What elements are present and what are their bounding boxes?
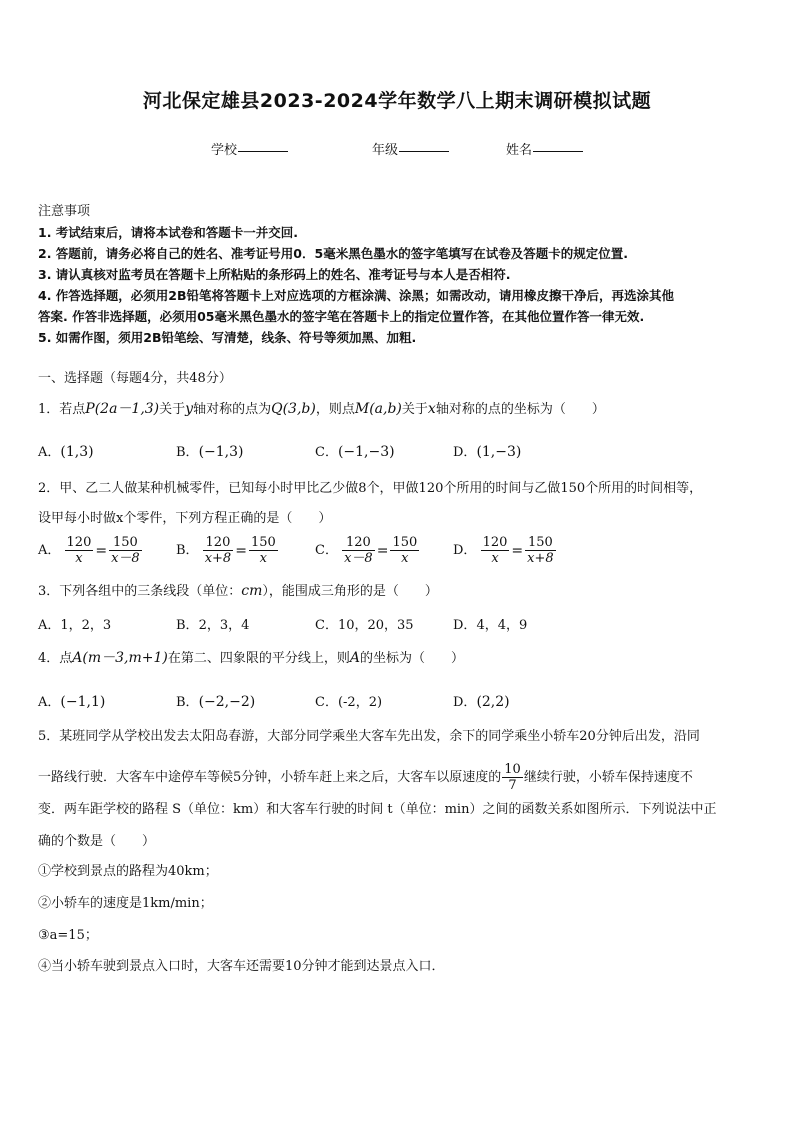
- denominator: x+8: [527, 551, 554, 566]
- q4-option-b[interactable]: [176, 691, 255, 710]
- q3-option-c-value: 10，20，35: [337, 618, 414, 633]
- q5-statement-1: ①学校到景点的路程为40km；: [38, 864, 218, 879]
- q3-option-d[interactable]: [453, 614, 527, 633]
- q4-option-b-label: B．: [176, 695, 199, 710]
- q5-statement-3: ③a=15；: [38, 928, 98, 943]
- equals-sign: =: [376, 542, 389, 559]
- q1-text-1: 1．若点: [38, 402, 86, 417]
- q4-text-3: 的坐标为（ ）: [360, 651, 465, 666]
- denominator: x－8: [111, 551, 140, 566]
- note-2: 2. 答题前，请务必将自己的姓名、准考证号用0．5毫米黑色墨水的签字笔填写在试卷及答题卡的规定位置.: [38, 246, 628, 261]
- question-4: [38, 650, 464, 667]
- numerator: 150: [392, 535, 418, 550]
- grade-field[interactable]: [372, 139, 398, 158]
- q1-var-x: x: [427, 401, 436, 417]
- q1-point-q: Q(3,b): [271, 401, 316, 417]
- note-4: 4. 作答选择题，必须用2B铅笔将答题卡上对应选项的方框涂满、涂黑；如需改动，请用橡皮擦干净后，再选涂其他: [38, 288, 675, 303]
- q3-unit: cm: [241, 583, 263, 599]
- q1-option-a[interactable]: [38, 441, 94, 460]
- numerator: 150: [525, 535, 556, 551]
- q1-option-a-label: A．: [38, 445, 61, 460]
- numerator: 120: [203, 535, 234, 551]
- denominator: x: [401, 551, 409, 566]
- q4-option-c[interactable]: [315, 691, 382, 710]
- q2-b-frac-right: [249, 535, 278, 566]
- q2-option-a-label: A．: [38, 543, 61, 558]
- numerator: 10: [504, 762, 521, 777]
- q1-text-5: 关于: [401, 402, 428, 417]
- q1-text-2: 关于: [159, 402, 186, 417]
- equals-sign: =: [95, 542, 108, 559]
- q4-option-d[interactable]: [453, 691, 510, 710]
- q4-option-a[interactable]: [38, 691, 105, 710]
- q1-text-3: 轴对称的点为: [193, 402, 272, 417]
- q1-option-d-value: (1,−3): [476, 444, 522, 460]
- q4-text-2: 在第二、四象限的平分线上，则: [167, 651, 350, 666]
- q3-option-b[interactable]: [176, 614, 249, 633]
- denominator: x: [259, 551, 268, 566]
- q3-option-d-value: 4，4，9: [476, 618, 528, 633]
- denominator: x－8: [344, 551, 373, 566]
- q1-text-6: 轴对称的点的坐标为（ ）: [435, 402, 605, 417]
- q5-text-2b: 继续行驶，小轿车保持速度不: [523, 770, 693, 785]
- q2-option-d-label: D．: [453, 543, 477, 558]
- question-2-line-1: 2．甲、乙二人做某种机械零件，已知每小时甲比乙少做8个，甲做120个所用的时间与乙做150个所用的时间相等，: [38, 481, 703, 496]
- note-4-cont: 答案. 作答非选择题，必须用05毫米黑色墨水的签字笔在答题卡上的指定位置作答，在其他位置作答一律无效.: [38, 309, 645, 324]
- section-heading: 一、选择题（每题4分，共48分）: [38, 371, 232, 386]
- q3-option-a[interactable]: [38, 614, 111, 633]
- q3-text-1: 3．下列各组中的三条线段（单位：: [38, 584, 242, 599]
- q2-a-frac-right: [109, 535, 142, 566]
- q4-text-1: 4．点: [38, 651, 73, 666]
- q1-option-b[interactable]: [176, 441, 243, 460]
- numerator: 120: [66, 535, 92, 550]
- q1-option-d[interactable]: [453, 441, 521, 460]
- q2-b-frac-left: [203, 535, 234, 566]
- q1-option-c[interactable]: [315, 441, 395, 460]
- notes-heading: 注意事项: [38, 204, 91, 219]
- equals-sign: =: [511, 542, 524, 559]
- q1-option-d-label: D．: [453, 445, 477, 460]
- q2-option-c[interactable]: [315, 535, 419, 566]
- q3-option-c[interactable]: [315, 614, 414, 633]
- q1-option-c-value: (−1,−3): [337, 444, 395, 460]
- q1-text-4: ，则点: [315, 402, 355, 417]
- denominator: 7: [508, 778, 517, 793]
- name-label: 姓名: [506, 143, 533, 158]
- numerator: 150: [109, 535, 142, 551]
- q2-c-frac-left: [342, 535, 375, 566]
- denominator: x: [75, 551, 83, 566]
- q4-option-c-label: C．: [315, 695, 338, 710]
- q1-var-y: y: [185, 401, 194, 417]
- note-3: 3. 请认真核对监考员在答题卡上所粘贴的条形码上的姓名、准考证号与本人是否相符.: [38, 267, 511, 282]
- q2-d-frac-left: [481, 535, 510, 566]
- q1-point-m: M(a,b): [354, 401, 402, 417]
- q3-option-b-value: 2，3，4: [198, 618, 250, 633]
- q2-d-frac-right: [525, 535, 556, 566]
- q2-option-d[interactable]: [453, 535, 556, 566]
- school-label: 学校: [211, 143, 238, 158]
- q1-option-a-value: (1,3): [60, 444, 94, 460]
- q4-option-d-value: (2,2): [476, 694, 510, 710]
- q4-point-a: A(m－3,m+1): [72, 650, 168, 666]
- note-5: 5. 如需作图，须用2B铅笔绘、写清楚，线条、符号等须加黑、加粗.: [38, 330, 417, 345]
- q2-option-a[interactable]: [38, 535, 142, 566]
- question-5-line-3: 变．两车距学校的路程 S（单位：km）和大客车行驶的时间 t（单位：min）之间的函数关系如图所示．下列说法中正: [38, 802, 717, 817]
- school-blank[interactable]: [238, 139, 288, 152]
- q3-option-b-label: B．: [176, 618, 199, 633]
- question-5-line-2: [38, 762, 693, 793]
- q2-option-b-label: B．: [176, 543, 199, 558]
- name-blank[interactable]: [533, 139, 583, 152]
- numerator: 120: [342, 535, 375, 551]
- denominator: x: [491, 551, 499, 566]
- q1-option-b-label: B．: [176, 445, 199, 460]
- q1-option-c-label: C．: [315, 445, 338, 460]
- q2-c-frac-right: [390, 535, 419, 566]
- q3-option-a-value: 1，2，3: [60, 618, 112, 633]
- grade-label: 年级: [372, 143, 399, 158]
- q5-text-2a: 一路线行驶．大客车中途停车等候5分钟，小轿车赶上来之后，大客车以原速度的: [38, 770, 502, 785]
- q5-speed-fraction: [502, 762, 523, 793]
- q4-option-a-value: (−1,1): [60, 694, 106, 710]
- q3-text-2: ），能围成三角形的是（ ）: [262, 584, 438, 599]
- q3-option-c-label: C．: [315, 618, 338, 633]
- school-field[interactable]: [211, 139, 237, 158]
- q4-option-a-label: A．: [38, 695, 61, 710]
- question-5-line-4: 确的个数是（ ）: [38, 834, 156, 849]
- q1-option-b-value: (−1,3): [198, 444, 244, 460]
- q4-option-c-value: (-2，2): [337, 695, 383, 710]
- equals-sign: =: [235, 542, 247, 559]
- numerator: 120: [482, 535, 508, 550]
- numerator: 150: [250, 535, 276, 550]
- q4-option-d-label: D．: [453, 695, 477, 710]
- grade-blank[interactable]: [399, 139, 449, 152]
- page-title: 河北保定雄县2023-2024学年数学八上期末调研模拟试题: [142, 90, 652, 112]
- q5-statement-4: ④当小轿车驶到景点入口时，大客车还需要10分钟才能到达景点入口．: [38, 959, 445, 974]
- q3-option-a-label: A．: [38, 618, 61, 633]
- q4-var-a: A: [349, 650, 361, 666]
- q1-point-p: P(2a－1,3): [85, 401, 160, 417]
- name-field[interactable]: [506, 139, 532, 158]
- note-1: 1. 考试结束后，请将本试卷和答题卡一并交回.: [38, 225, 299, 240]
- question-5-line-1: 5．某班同学从学校出发去太阳岛春游，大部分同学乘坐大客车先出发，余下的同学乘坐小轿车20分钟后出发，沿同: [38, 729, 700, 744]
- q3-option-d-label: D．: [453, 618, 477, 633]
- question-1: [38, 401, 605, 418]
- question-2-line-2: 设甲每小时做x个零件，下列方程正确的是（ ）: [38, 511, 332, 526]
- q4-option-b-value: (−2,−2): [198, 694, 256, 710]
- q2-option-c-label: C．: [315, 543, 338, 558]
- question-3: [38, 583, 438, 600]
- q2-option-b[interactable]: [176, 535, 278, 566]
- q5-statement-2: ②小轿车的速度是1km/min；: [38, 896, 213, 911]
- q2-a-frac-left: [65, 535, 94, 566]
- denominator: x+8: [204, 551, 232, 566]
